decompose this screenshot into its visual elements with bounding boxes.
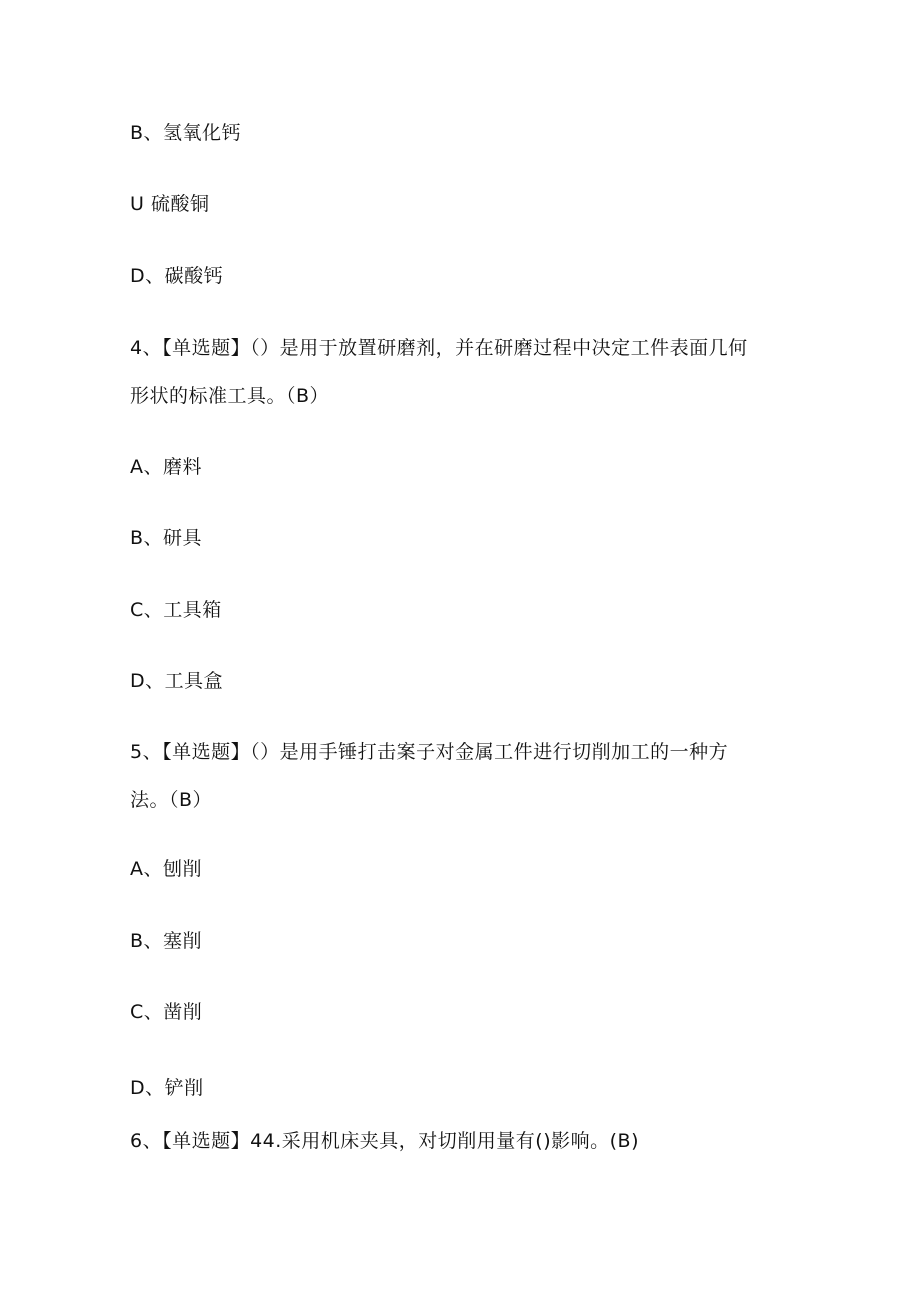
question-text: 形状的标准工具。（B） [130, 385, 330, 407]
question-text: 6、【单选题】44.采用机床夹具，对切削用量有()影响。(B) [130, 1130, 639, 1152]
question-text: 法。（B） [130, 789, 213, 811]
option-line: A、磨料 [130, 456, 202, 478]
option-line: B、氢氧化钙 [130, 122, 242, 144]
option-line: A、刨削 [130, 858, 202, 880]
option-line: D、碳酸钙 [130, 265, 224, 287]
option-line: B、塞削 [130, 930, 203, 952]
option-line: B、研具 [130, 527, 203, 549]
option-line: U 硫酸铜 [130, 193, 210, 215]
option-line: C、凿削 [130, 1001, 203, 1023]
question-text: 4、【单选题】（）是用于放置研磨剂，并在研磨过程中决定工件表面几何 [130, 337, 748, 359]
option-line: D、铲削 [130, 1077, 204, 1099]
option-line: C、工具箱 [130, 599, 222, 621]
question-text: 5、【单选题】（）是用手锤打击案子对金属工件进行切削加工的一种方 [130, 741, 729, 763]
option-line: D、工具盒 [130, 670, 224, 692]
